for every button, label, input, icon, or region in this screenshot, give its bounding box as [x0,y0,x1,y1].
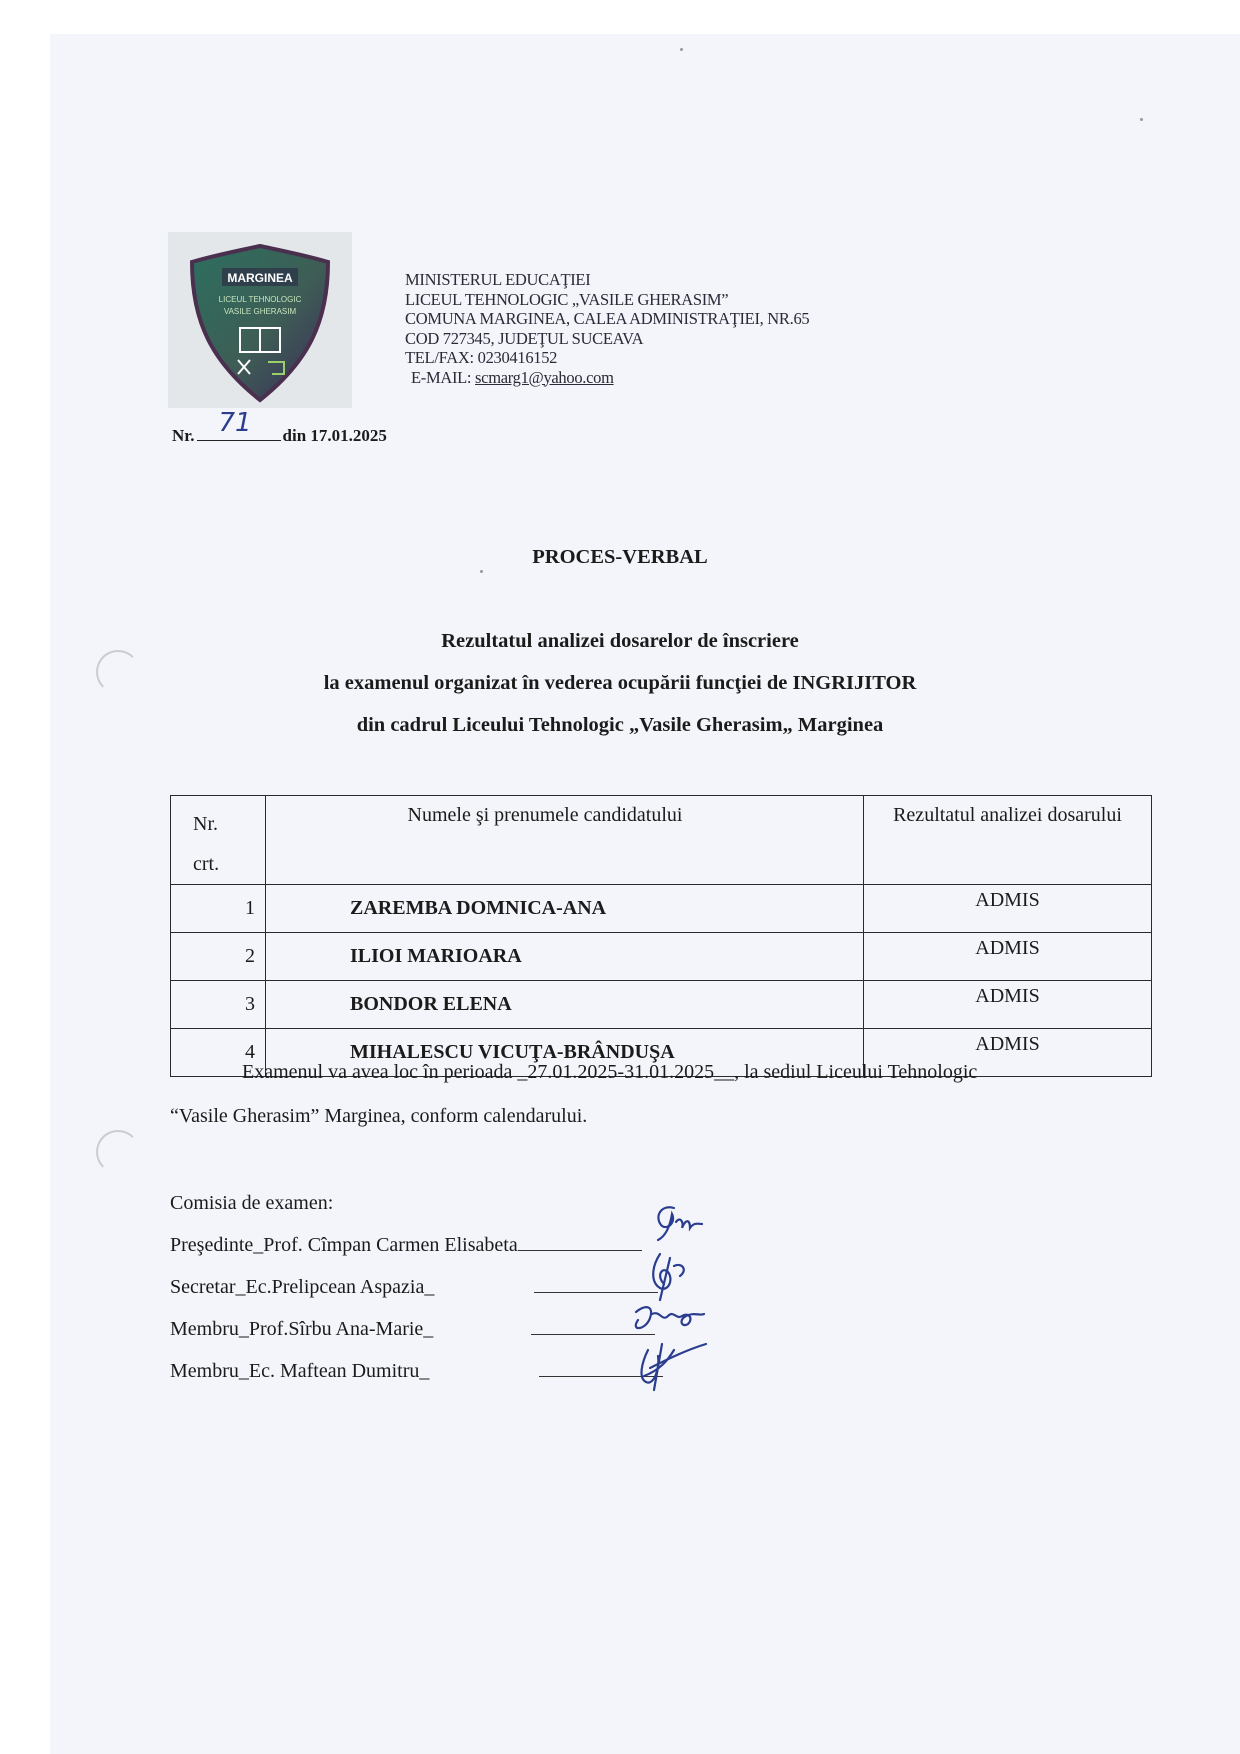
scan-speck [680,48,683,51]
subtitle-line: Rezultatul analizei dosarelor de înscriere [441,630,799,652]
svg-text:VASILE GHERASIM: VASILE GHERASIM [223,307,297,316]
scan-top-margin [0,0,1240,34]
column-header-name: Numele şi prenumele candidatului [266,796,864,885]
email-label: E-MAIL: [411,367,472,387]
column-header-result: Rezultatul analizei dosarului [864,796,1152,885]
signature-president [658,1207,702,1240]
member-name: Membru_Prof.Sîrbu Ana-Marie_ [170,1318,434,1340]
signature-member-1 [636,1307,704,1328]
cell-name: ILIOI MARIOARA [266,933,864,981]
member-name: Preşedinte_Prof. Cîmpan Carmen Elisabeta [170,1234,518,1256]
cell-result: ADMIS [864,1029,1152,1077]
results-table [170,795,1152,1077]
nr-label: Nr. [172,426,195,445]
svg-text:LICEUL TEHNOLOGIC: LICEUL TEHNOLOGIC [218,295,302,304]
header-line: COD 727345, JUDEŢUL SUCEAVA [405,328,644,348]
cell-name: ZAREMBA DOMNICA-ANA [266,885,864,933]
scan-margin [0,0,50,1754]
member-name: Secretar_Ec.Prelipcean Aspazia_ [170,1276,435,1298]
email-link[interactable]: scmarg1@yahoo.com [475,367,614,387]
registration-number [172,408,387,446]
header-nr-line1: Nr. [193,813,218,835]
cell-nr: 2 [171,933,266,981]
paragraph-line: Examenul va avea loc în perioada _27.01.2025-31.01.2025__, la sediul Liceului Tehnologic [242,1061,978,1083]
cell-result: ADMIS [864,933,1152,981]
cell-name: BONDOR ELENA [266,981,864,1029]
cell-nr: 4 [171,1029,266,1077]
cell-result: ADMIS [864,885,1152,933]
cell-nr: 1 [171,885,266,933]
signature-secretary [653,1254,684,1300]
cell-name: MIHALESCU VICUŢA-BRÂNDUŞA [266,1029,864,1077]
subtitle-line: din cadrul Liceului Tehnologic „Vasile Gherasim„ Marginea [356,714,884,736]
svg-text:MARGINEA: MARGINEA [227,271,293,285]
signature-member-2 [642,1344,706,1390]
punch-hole-mark [96,1130,140,1174]
paragraph-line: “Vasile Gherasim” Marginea, conform calendarului. [170,1105,588,1127]
column-header-nr [171,796,266,885]
email-line [405,368,809,388]
table-header-row [171,796,1152,885]
nr-handwritten-value: 71 [218,408,252,438]
header-line: MINISTERUL EDUCAŢIEI [405,270,591,289]
cell-nr: 3 [171,981,266,1029]
institution-header [405,270,809,387]
exam-period-paragraph [170,1050,1170,1138]
header-line: TEL/FAX: 0230416152 [405,348,558,367]
header-line: LICEUL TEHNOLOGIC „VASILE GHERASIM” [405,289,729,309]
school-crest-logo [168,232,352,408]
document-title: PROCES-VERBAL [532,546,708,568]
commission-heading: Comisia de examen: [170,1192,334,1214]
table-row [171,981,1152,1029]
cell-result: ADMIS [864,981,1152,1029]
scan-speck [480,570,483,573]
table-row [171,885,1152,933]
subtitle-line: la examenul organizat în vederea ocupării funcţiei de INGRIJITOR [323,672,917,694]
nr-date: din 17.01.2025 [282,426,387,445]
nr-blank [197,408,281,441]
table-row [171,933,1152,981]
header-nr-line2: crt. [193,853,220,875]
scan-speck [1140,118,1143,121]
header-line: COMUNA MARGINEA, CALEA ADMINISTRAŢIEI, NR.65 [405,309,810,328]
member-name: Membru_Ec. Maftean Dumitru_ [170,1360,430,1382]
signatures [590,1200,750,1400]
